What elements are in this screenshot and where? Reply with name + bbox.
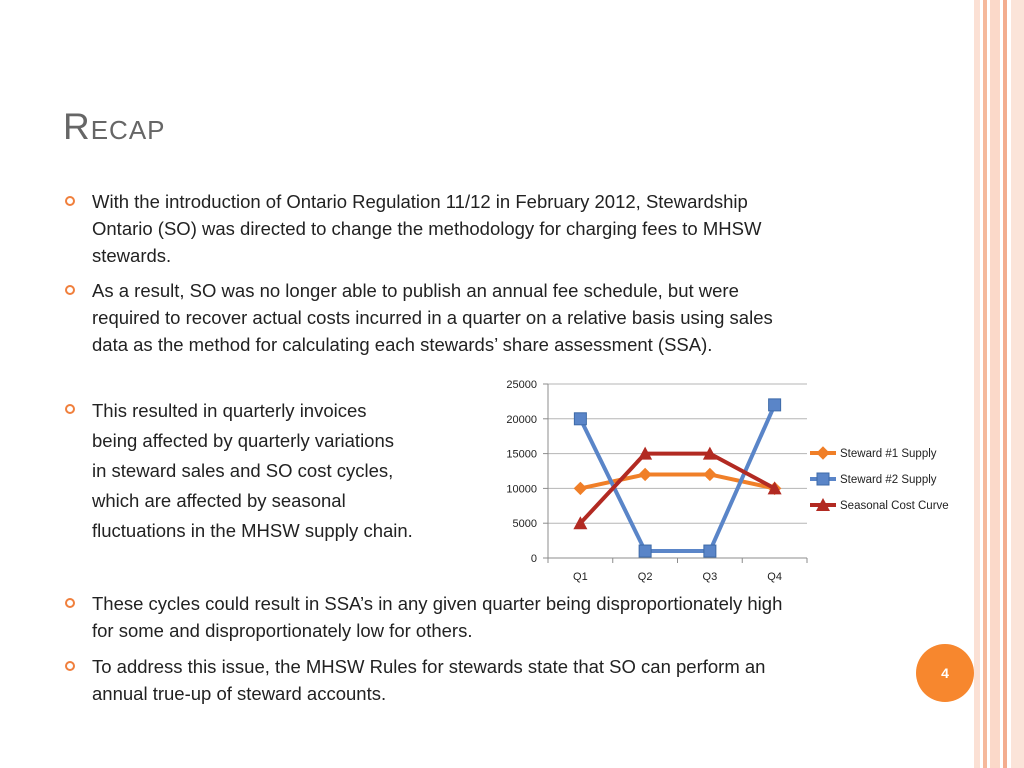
bullet-line: fluctuations in the MHSW supply chain. [92, 520, 413, 541]
legend-entry [810, 473, 937, 486]
legend-marker [817, 447, 829, 459]
data-point [769, 399, 781, 411]
bullet-marker [65, 285, 75, 295]
y-tick-label: 25000 [506, 379, 537, 391]
bullet-line: Ontario (SO) was directed to change the methodology for charging fees to MHSW [92, 218, 762, 239]
bullet-line: being affected by quarterly variations [92, 430, 395, 451]
page-number: 4 [916, 644, 974, 702]
legend-marker [817, 473, 829, 485]
y-tick-label: 20000 [506, 413, 537, 426]
legend-label: Steward #1 Supply [840, 448, 937, 460]
bullet-text [92, 396, 413, 546]
bullet-line: As a result, SO was no longer able to publish an annual fee schedule, but were [92, 280, 739, 301]
legend-entry [810, 447, 937, 460]
data-point [704, 468, 716, 480]
legend-label: Steward #2 Supply [840, 474, 937, 486]
y-tick-label: 10000 [506, 483, 537, 496]
bullet-line: data as the method for calculating each stewards’ share assessment (SSA). [92, 334, 713, 355]
line-chart [470, 372, 970, 587]
bullet-line: for some and disproportionately low for others. [92, 620, 473, 641]
bullet-line: which are affected by seasonal [92, 490, 346, 511]
y-tick-label: 15000 [506, 448, 537, 461]
chart-legend [810, 447, 949, 512]
bullet-text [92, 590, 782, 644]
y-axis-ticks [506, 379, 548, 565]
bullet-text [92, 653, 765, 707]
data-point [574, 413, 586, 425]
x-tick-label: Q3 [702, 571, 718, 583]
bullet-marker [65, 661, 75, 671]
x-tick-label: Q1 [573, 571, 588, 583]
series-line [580, 405, 774, 551]
bullet-line: To address this issue, the MHSW Rules for stewards state that SO can perform an [92, 656, 766, 677]
decorative-stripes [974, 0, 1024, 768]
series-2 [574, 399, 780, 557]
chart-series [573, 399, 781, 557]
bullet-line: With the introduction of Ontario Regulation 11/12 in February 2012, Stewardship [92, 191, 748, 212]
x-tick-label: Q2 [637, 571, 653, 583]
bullet-line: This resulted in quarterly invoices [92, 400, 367, 421]
bullet-line: required to recover actual costs incurred in a quarter on a relative basis using sales [92, 307, 773, 328]
x-tick-label: Q4 [767, 571, 782, 583]
bullet-text [92, 277, 773, 358]
bullet-marker [65, 196, 75, 206]
data-point [639, 545, 651, 557]
bullet-line: stewards. [92, 245, 172, 266]
x-axis-ticks [548, 558, 807, 583]
bullet-line: These cycles could result in SSA’s in any given quarter being disproportionately high [92, 593, 783, 614]
bullet-line: annual true-up of steward accounts. [92, 683, 387, 704]
bullet-marker [65, 404, 75, 414]
y-tick-label: 0 [530, 553, 537, 565]
slide-title: Recap [63, 106, 166, 147]
legend-label: Seasonal Cost Curve [840, 500, 949, 512]
bullet-text [92, 188, 761, 269]
y-tick-label: 5000 [512, 518, 537, 531]
data-point [704, 545, 716, 557]
legend-entry [810, 498, 949, 512]
bullet-line: in steward sales and SO cost cycles, [92, 460, 394, 481]
data-point [639, 468, 651, 480]
bullet-marker [65, 598, 75, 608]
data-point [574, 482, 586, 494]
